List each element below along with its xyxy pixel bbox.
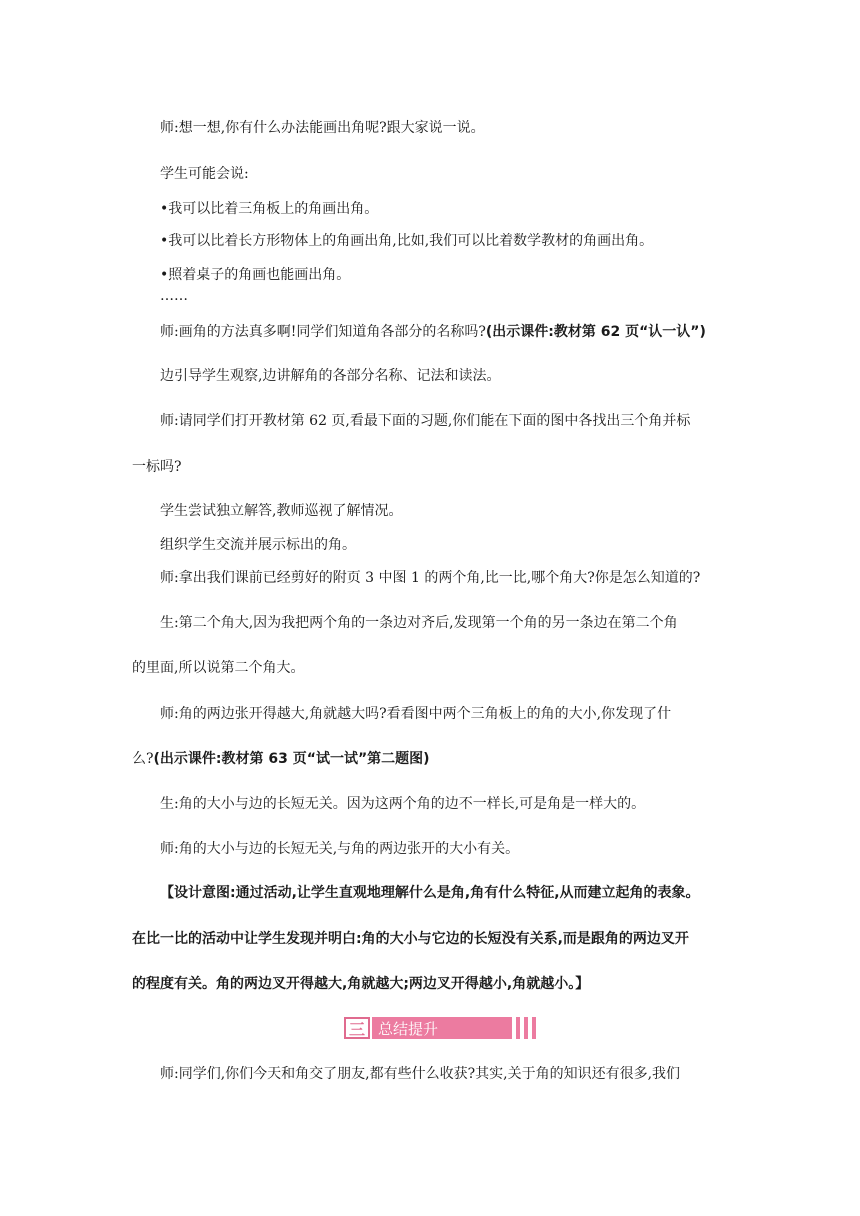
- paragraph-line: 一标吗?: [132, 459, 182, 475]
- design-intent-line: 【设计意图:通过活动,让学生直观地理解什么是角,角有什么特征,从而建立起角的表象。: [160, 885, 700, 901]
- paragraph-line: [160, 322, 706, 342]
- courseware-note: (出示课件:教材第 62 页“认一认”): [485, 324, 706, 340]
- section-number: 三: [344, 1017, 370, 1039]
- bullet-item: •我可以比着三角板上的角画出角。: [160, 201, 379, 217]
- paragraph-line: 师:角的大小与边的长短无关,与角的两边张开的大小有关。: [160, 841, 520, 857]
- bullet-item: •照着桌子的角画也能画出角。: [160, 267, 351, 283]
- design-intent-line: 的程度有关。角的两边叉开得越大,角就越大;两边叉开得越小,角就越小。】: [132, 976, 590, 992]
- paragraph-line: 生:第二个角大,因为我把两个角的一条边对齐后,发现第一个角的另一条边在第二个角: [160, 615, 678, 631]
- paragraph-line: 师:同学们,你们今天和角交了朋友,都有些什么收获?其实,关于角的知识还有很多,我们: [160, 1066, 681, 1082]
- section-title: 总结提升: [372, 1017, 512, 1039]
- paragraph-text: 么?: [132, 751, 154, 767]
- paragraph-line: 学生可能会说:: [160, 166, 249, 182]
- paragraph-line: 学生尝试独立解答,教师巡视了解情况。: [160, 503, 403, 519]
- bullet-item: •我可以比着长方形物体上的角画出角,比如,我们可以比着数学教材的角画出角。: [160, 233, 654, 249]
- ellipsis: ……: [160, 288, 188, 304]
- paragraph-line: 生:角的大小与边的长短无关。因为这两个角的边不一样长,可是角是一样大的。: [160, 796, 646, 812]
- paragraph-line: [132, 749, 430, 769]
- paragraph-line: 师:角的两边张开得越大,角就越大吗?看看图中两个三角板上的角的大小,你发现了什: [160, 706, 672, 722]
- paragraph-line: 师:请同学们打开教材第 62 页,看最下面的习题,你们能在下面的图中各找出三个角并标: [160, 413, 691, 429]
- courseware-note: (出示课件:教材第 63 页“试一试”第二题图): [153, 751, 430, 767]
- section-heading: [344, 1015, 552, 1041]
- decorative-stripe: [532, 1017, 536, 1039]
- decorative-stripe: [524, 1017, 528, 1039]
- design-intent-line: 在比一比的活动中让学生发现并明白:角的大小与它边的长短没有关系,而是跟角的两边叉开: [132, 931, 689, 947]
- paragraph-line: 组织学生交流并展示标出的角。: [160, 537, 356, 553]
- paragraph-line: 师:想一想,你有什么办法能画出角呢?跟大家说一说。: [160, 120, 485, 136]
- paragraph-text: 师:画角的方法真多啊!同学们知道角各部分的名称吗?: [160, 324, 486, 340]
- paragraph-line: 边引导学生观察,边讲解角的各部分名称、记法和读法。: [160, 368, 501, 384]
- paragraph-line: 师:拿出我们课前已经剪好的附页 3 中图 1 的两个角,比一比,哪个角大?你是怎么知道的?: [160, 570, 701, 586]
- decorative-stripe: [516, 1017, 520, 1039]
- paragraph-line: 的里面,所以说第二个角大。: [132, 660, 305, 676]
